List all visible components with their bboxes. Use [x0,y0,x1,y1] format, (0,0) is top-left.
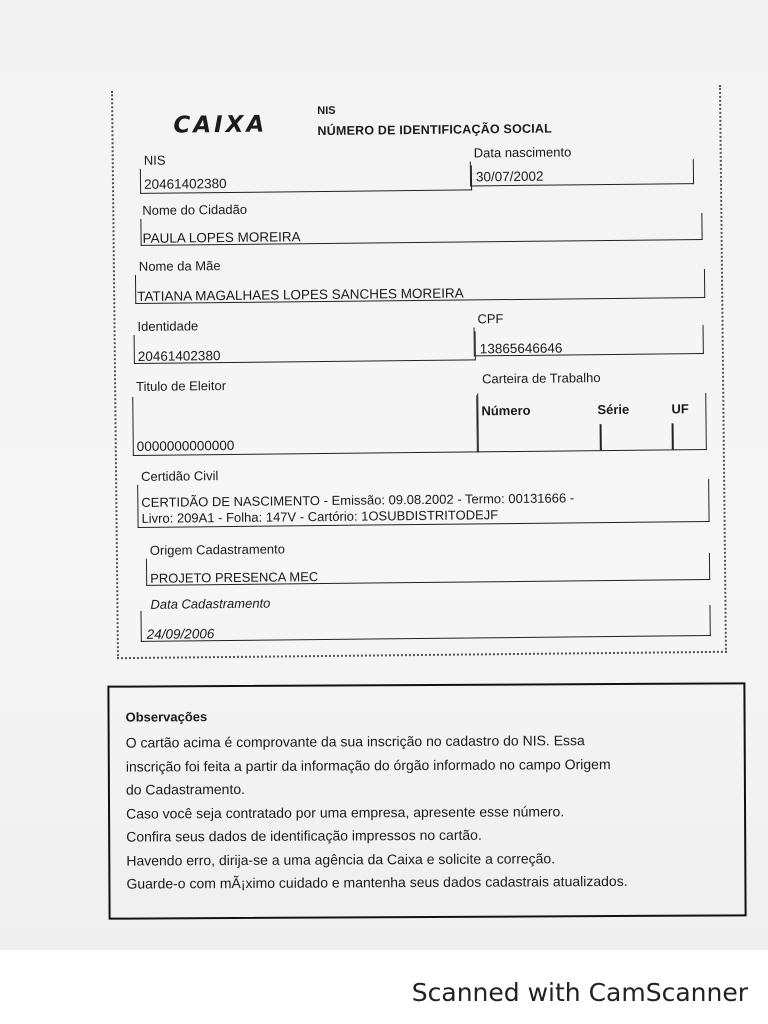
observations-text [126,728,727,896]
observation-line: Caso você seja contratado por uma empresa, apresente esse número. [126,802,565,822]
civil-cert-line2: Livro: 209A1 - Folha: 147V - Cartório: 1OSUBDISTRITODEJF [141,507,499,526]
observation-line: inscrição foi feita a partir da informação do órgão informado no campo Origem [125,755,611,775]
cpf-value: 13865646646 [479,340,563,357]
origin-label: Origem Cadastramento [149,541,286,558]
work-card-serie-header: Série [597,401,630,418]
mother-name-label: Nome da Mãe [138,258,221,274]
civil-cert-line1: CERTIDÃO DE NASCIMENTO - Emissão: 09.08.2002 - Termo: 00131666 - [141,490,575,510]
nis-card [111,85,727,659]
voter-title-label: Titulo de Eleitor [136,378,227,394]
observation-line: do Cadastramento. [125,780,246,798]
observations-box [107,682,746,919]
birth-date-label: Data nascimento [473,144,572,161]
header-title: NÚMERO DE IDENTIFICAÇÃO SOCIAL [317,121,553,139]
nis-value: 20461402380 [143,176,227,192]
work-card-label: Carteira de Trabalho [481,370,601,387]
caixa-logo: CAIXA [173,111,268,139]
registration-date-box [140,605,710,642]
citizen-name-value: PAULA LOPES MOREIRA [142,229,301,246]
observation-line: Confira seus dados de identificação impressos no cartão. [126,826,482,845]
birth-date-value: 30/07/2002 [475,168,544,185]
nis-label: NIS [143,152,166,168]
observation-line: Guarde-o com mÃ¡ximo cuidado e mantenha seus dados cadastrais atualizados. [126,872,628,892]
identity-label: Identidade [137,318,199,334]
camscanner-watermark: Scanned with CamScanner [411,978,748,1007]
work-card-uf-header: UF [671,401,689,417]
citizen-name-label: Nome do Cidadão [142,201,248,218]
identity-value: 20461402380 [137,348,221,364]
observation-line: Havendo erro, dirija-se a uma agência da Caixa e solicite a correção. [126,849,556,869]
work-card-divider-1 [600,424,602,450]
observation-line: O cartão acima é comprovante da sua inscrição no cadastro do NIS. Essa [125,732,585,751]
work-card-numero-header: Número [481,402,531,419]
observations-title: Observações [125,709,208,725]
footer-bar [0,950,768,1024]
voter-title-value: 0000000000000 [136,437,235,454]
mother-name-value: TATIANA MAGALHAES LOPES SANCHES MOREIRA [137,285,464,304]
work-card-divider-2 [672,423,674,449]
origin-value: PROJETO PRESENCA MEC [150,569,319,586]
work-card-grid [476,393,707,452]
cpf-label: CPF [477,311,504,327]
civil-cert-label: Certidão Civil [140,468,219,484]
registration-date-label: Data Cadastramento [150,595,271,612]
header-nis: NIS [317,104,336,118]
registration-date-value: 24/09/2006 [146,626,215,642]
